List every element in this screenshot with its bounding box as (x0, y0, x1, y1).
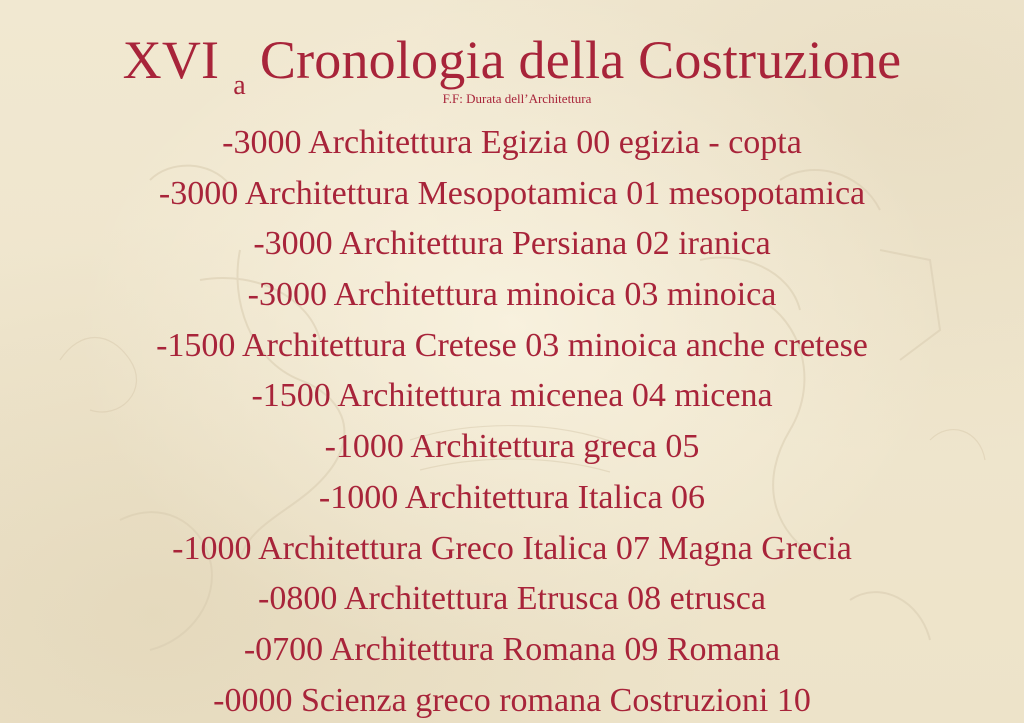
title-subscript: a (233, 70, 246, 101)
chronology-entry: -3000 Architettura Persiana 02 iranica (253, 225, 771, 263)
chronology-entry: -0700 Architettura Romana 09 Romana (243, 630, 781, 668)
chronology-entry: -1000 Architettura greca 05 (324, 428, 700, 466)
chronology-entry: -1000 Architettura Italica 06 (318, 478, 706, 516)
chronology-entry: -3000 Architettura minoica 03 minoica (247, 276, 777, 314)
chronology-entry: -1000 Architettura Greco Italica 07 Magna Grecia (172, 529, 852, 567)
chronology-entry: -3000 Architettura Mesopotamica 01 mesopotamica (158, 174, 866, 212)
title-text: Cronologia della Costruzione (259, 30, 902, 90)
chronology-entry: -3000 Architettura Egizia 00 egizia - copta (222, 124, 802, 161)
chronology-entry: -0000 Scienza greco romana Costruzioni 10 (213, 681, 811, 719)
chronology-entry: -1500 Architettura Cretese 03 minoica anche cretese (156, 326, 868, 364)
title-roman-numeral: XVI (122, 30, 220, 90)
document-subtitle: F.F: Durata dell’Architettura (442, 91, 592, 106)
chronology-entry: -1500 Architettura micenea 04 micena (251, 377, 773, 415)
chronology-list (0, 118, 1024, 723)
chronology-entry: -0800 Architettura Etrusca 08 etrusca (258, 580, 766, 618)
